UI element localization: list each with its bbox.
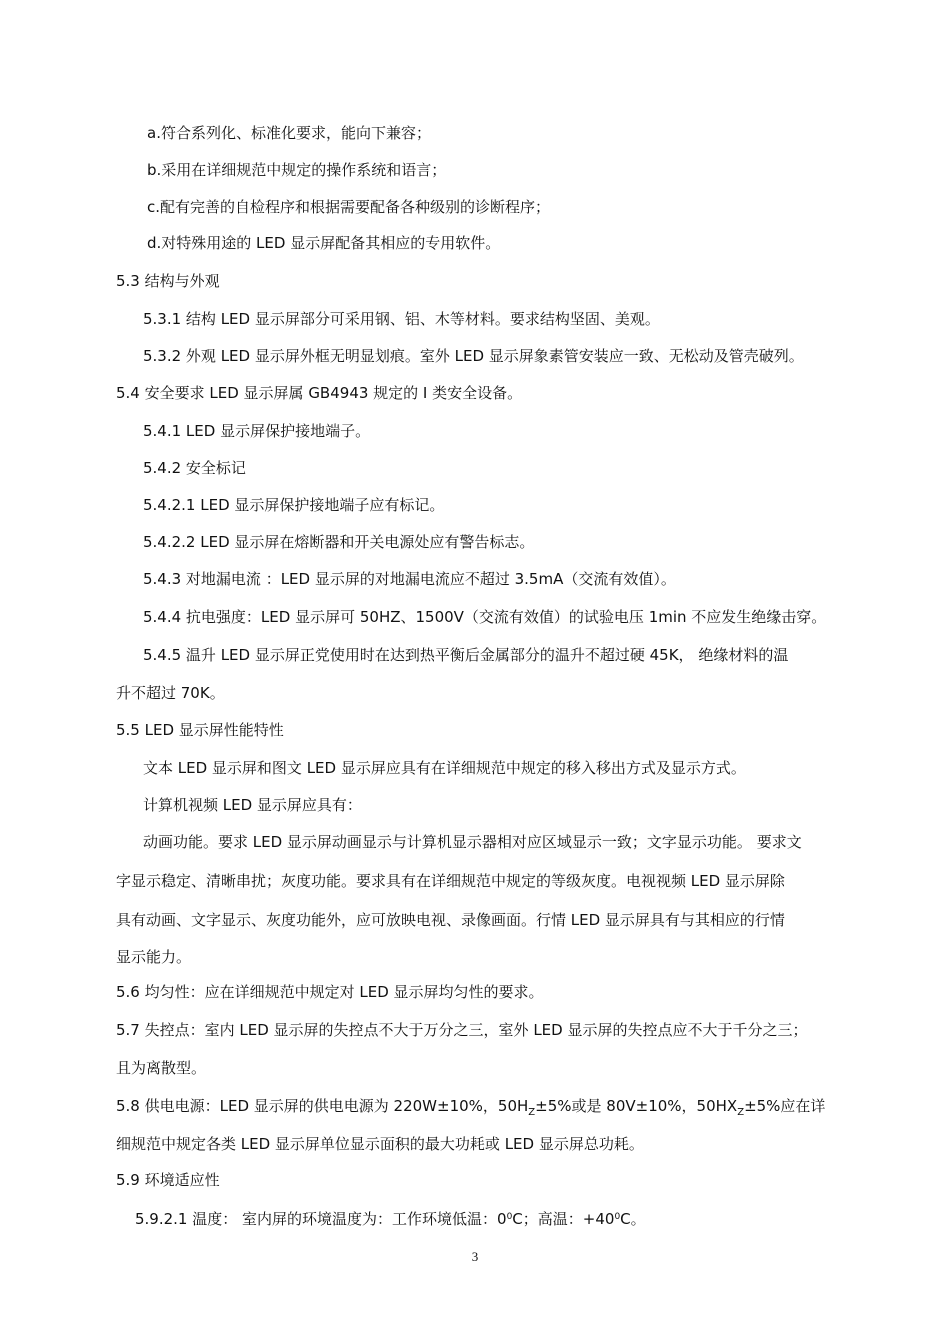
section-5-3-heading: 5.3 结构与外观 — [116, 272, 220, 290]
list-item-a: a.符合系列化、标准化要求，能向下兼容； — [147, 124, 431, 142]
superscript-degree-1: 0 — [506, 1212, 513, 1222]
section-5-4-2: 5.4.2 安全标记 — [143, 459, 246, 477]
section-5-4-3: 5.4.3 对地漏电流 ：LED 显示屏的对地漏电流应不超过 3.5mA（交流有效值）。 — [143, 570, 676, 588]
section-5-8-text-a: 5.8 供电电源：LED 显示屏的供电电源为 220W±10%，50H — [116, 1097, 529, 1115]
section-5-7-line1: 5.7 失控点：室内 LED 显示屏的失控点不大于万分之三，室外 LED 显示屏的失控点应不大于千分之三； — [116, 1021, 808, 1039]
temperature-text-a: 5.9.2.1 温度： 室内屏的环境温度为：工作环境低温：0 — [135, 1210, 507, 1228]
page-number: 3 — [471, 1249, 479, 1264]
section-5-4-5-line1: 5.4.5 温升 LED 显示屏正党使用时在达到热平衡后金属部分的温升不超过硬 45K， 绝缘材料的温 — [143, 646, 789, 664]
list-item-c: c.配有完善的自检程序和根据需要配备各种级别的诊断程序； — [147, 198, 551, 216]
section-5-9-2-1 — [135, 1207, 646, 1229]
list-item-b: b.采用在详细规范中规定的操作系统和语言； — [147, 161, 447, 179]
section-5-5-para1: 文本 LED 显示屏和图文 LED 显示屏应具有在详细规范中规定的移入移出方式及显示方式。 — [143, 759, 746, 777]
subscript-z-2: Z — [737, 1107, 745, 1118]
section-5-8-line2: 细规范中规定各类 LED 显示屏单位显示面积的最大功耗或 LED 显示屏总功耗。 — [116, 1135, 644, 1153]
temperature-text-b: C；高温：+40 — [512, 1210, 615, 1228]
section-5-9-heading: 5.9 环境适应性 — [116, 1171, 220, 1189]
section-5-5-para3-line3: 具有动画、文字显示、灰度功能外，应可放映电视、录像画面。行情 LED 显示屏具有与其相应的行情 — [116, 911, 785, 929]
section-5-5-para3-line4: 显示能力。 — [116, 948, 192, 966]
section-5-4-4: 5.4.4 抗电强度：LED 显示屏可 50HZ、1500V（交流有效值）的试验电压 1min 不应发生绝缘击穿。 — [143, 608, 827, 626]
list-item-d: d.对特殊用途的 LED 显示屏配备其相应的专用软件。 — [147, 234, 501, 252]
temperature-text-c: C。 — [620, 1210, 646, 1228]
section-5-3-2: 5.3.2 外观 LED 显示屏外框无明显划痕。室外 LED 显示屏象素管安装应一致、无松动及管壳破列。 — [143, 347, 804, 365]
section-5-4-2-2: 5.4.2.2 LED 显示屏在熔断器和开关电源处应有警告标志。 — [143, 533, 535, 551]
section-5-4-2-1: 5.4.2.1 LED 显示屏保护接地端子应有标记。 — [143, 496, 445, 514]
superscript-degree-2: 0 — [614, 1212, 621, 1222]
section-5-8-text-c: ±5%应在详 — [744, 1097, 826, 1115]
section-5-5-para3-line1: 动画功能。要求 LED 显示屏动画显示与计算机显示器相对应区域显示一致；文字显示功能。 要求文 — [143, 833, 802, 851]
section-5-6: 5.6 均匀性：应在详细规范中规定对 LED 显示屏均匀性的要求。 — [116, 983, 544, 1001]
section-5-8-line1 — [116, 1096, 825, 1123]
section-5-3-1: 5.3.1 结构 LED 显示屏部分可采用钢、铝、木等材料。要求结构坚固、美观。 — [143, 310, 660, 328]
section-5-5-heading: 5.5 LED 显示屏性能特性 — [116, 721, 284, 739]
section-5-5-para3-line2: 字显示稳定、清晰串扰；灰度功能。要求具有在详细规范中规定的等级灰度。电视视频 LED 显示屏除 — [116, 872, 785, 890]
section-5-4-1: 5.4.1 LED 显示屏保护接地端子。 — [143, 422, 371, 440]
section-5-4-5-line2: 升不超过 70K。 — [116, 684, 225, 702]
subscript-z-1: Z — [528, 1107, 536, 1118]
section-5-8-text-b: ±5%或是 80V±10%，50HX — [535, 1097, 738, 1115]
section-5-5-para2: 计算机视频 LED 显示屏应具有： — [143, 796, 362, 814]
section-5-4-heading: 5.4 安全要求 LED 显示屏属 GB4943 规定的 I 类安全设备。 — [116, 384, 523, 402]
section-5-7-line2: 且为离散型。 — [116, 1059, 207, 1077]
